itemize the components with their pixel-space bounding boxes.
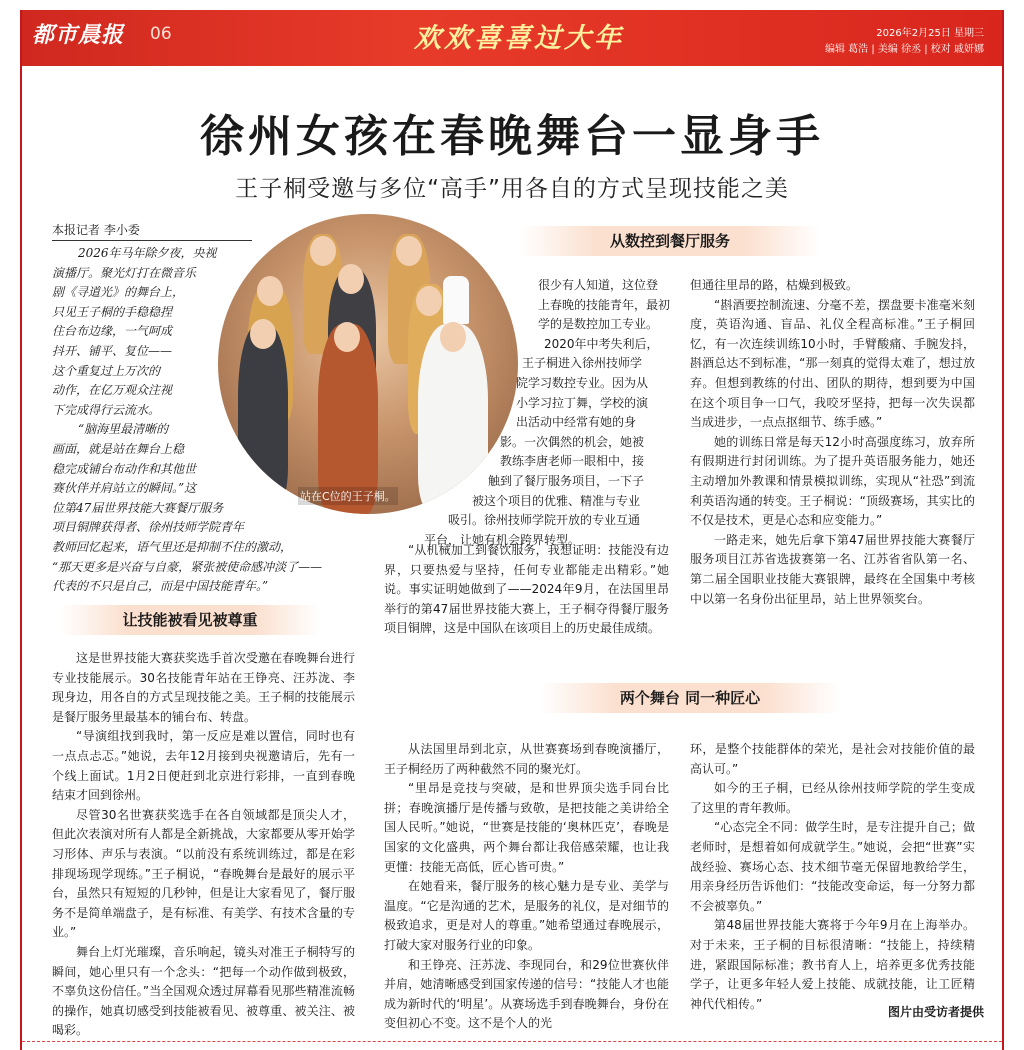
article-line: 影。一次偶然的机会，她被 bbox=[500, 434, 645, 449]
article-paragraph: 她的训练日常是每天12小时高强度练习，放弃所有假期进行封闭训练。为了提升英语服务能力，她还主动增加外教课和情景模拟训练，实现从“社恐”到流利英语沟通的转变。王子桐说：“顶级赛场，其实比的不仅是技术，更是心态和应变能力。” bbox=[690, 434, 975, 528]
subheadline: 王子桐受邀与多位“高手”用各自的方式呈现技能之美 bbox=[235, 176, 789, 202]
article-paragraph: “导演组找到我时，第一反应是难以置信，同时也有一点点忐忑。”她说，去年12月接到央视邀请后，先有一个线上面试。1月2日便赶到北京进行彩排，一直到春晚结束才回到徐州。 bbox=[52, 729, 355, 803]
lead-line: “脑海里最清晰的 bbox=[78, 422, 169, 437]
section-heading-skills-seen: 让技能被看见被尊重 bbox=[60, 605, 320, 635]
article-line: 院学习数控专业。因为从 bbox=[516, 376, 649, 390]
lead-line: 演播厅。聚光灯打在微音乐 bbox=[52, 265, 197, 280]
lead-line: 稳完成铺台布动作和其他世 bbox=[52, 461, 197, 476]
article-line: 出活动中经常有她的身 bbox=[516, 415, 637, 430]
lead-line: 位第47届世界技能大赛餐厅服务 bbox=[52, 500, 224, 515]
article-line: 很少有人知道，这位登 bbox=[538, 278, 659, 292]
newspaper-brand: 都市晨报 bbox=[32, 23, 125, 48]
article-line: 王子桐进入徐州技师学 bbox=[522, 356, 643, 371]
photo-caption: 站在C位的王子桐。 bbox=[298, 487, 398, 505]
issue-date: 2026年2月25日 星期三 bbox=[876, 28, 984, 39]
lead-line: 抖开、铺平、复位—— bbox=[52, 344, 173, 358]
article-paragraph: 一路走来，她先后拿下第47届世界技能大赛餐厅服务项目江苏省选拔赛第一名、江苏省省队第一名、第二届全国职业技能大赛银牌，最终在全国集中考核中以第一名身份出征里昂，站上世界领奖台。 bbox=[690, 532, 975, 606]
article-paragraph: 第48届世界技能大赛将于今年9月在上海举办。对于未来，王子桐的目标很清晰：“技能上，持续精进，紧跟国际标准；教书育人上，培养更多优秀技能学子，让更多年轻人爱上技能、成就技能，让工匠精神代代相传。” bbox=[690, 918, 975, 1011]
article-line: 小学习拉丁舞，学校的演 bbox=[516, 395, 649, 410]
staff-credits: 编辑 葛浩 | 美编 徐丞 | 校对 戚妍娜 bbox=[825, 44, 984, 55]
article-paragraph: “斟酒要控制流速、分毫不差，摆盘要卡准毫米刻度，英语沟通、盲品、礼仪全程高标准。”王子桐回忆，有一次连续训练10小时，手臂酸痛、手腕发抖，斟酒总达不到标准，“那一刻真的觉得太难了，想过放弃。但想到教练的付出、团队的期待，想到要为中国在这个项目争一口气，我咬牙坚持，把每一次失误都当成进步，一点点抠细节、练手感。” bbox=[690, 297, 975, 430]
article-paragraph: 尽管30名世赛获奖选手在各自领域都是顶尖人才，但此次表演对所有人都是全新挑战，大家都要从零开始学习形体、声乐与表演。“以前没有系统训练过，都是在彩排现场现学现练。”王子桐说，“春晚舞台是最好的展示平台，虽然只有短短的几秒钟，但是让大家看见了，餐厅服务不是简单端盘子，是有标准、有美学、有技术含量的专业。” bbox=[52, 807, 355, 940]
article-paragraph: 和王铮亮、汪苏泷、李现同台，和29位世赛伙伴并肩，她清晰感受到国家传递的信号：“技能人才也能成为新时代的‘明星’。从赛场选手到春晚舞台，身份在变但初心不变。这不是个人的光 bbox=[384, 957, 669, 1031]
lead-line: 这个重复过上万次的 bbox=[52, 363, 161, 378]
lead-line: 2026年马年除夕夜，央视 bbox=[78, 246, 217, 260]
article-line: 吸引。徐州技师学院开放的专业互通 bbox=[448, 513, 641, 528]
article-column-left bbox=[52, 649, 355, 1041]
article-paragraph: 在她看来，餐厅服务的核心魅力是专业、美学与温度。“它是沟通的艺术，是服务的礼仪，是对细节的极致追求，更是对人的尊重。”她希望通过春晚展示，打破大家对服务行业的印象。 bbox=[384, 879, 669, 952]
article-column-right-lower bbox=[690, 740, 975, 1014]
page-number: 06 bbox=[150, 24, 172, 44]
lead-line: 剧《寻道光》的舞台上， bbox=[52, 285, 185, 300]
article-line: 被这个项目的优雅、精准与专业 bbox=[472, 493, 641, 508]
lead-line: 画面，就是站在舞台上稳 bbox=[52, 442, 185, 456]
lead-line: 下完成得行云流水。 bbox=[52, 402, 161, 417]
article-line: 平台，让她有机会跨界转型。 bbox=[424, 532, 581, 547]
article-paragraph: 如今的王子桐，已经从徐州技师学院的学生变成了这里的青年教师。 bbox=[690, 781, 975, 815]
lead-line: 动作，在亿万观众注视 bbox=[52, 383, 173, 398]
article-paragraph: “从机械加工到餐饮服务，我想证明：技能没有边界，只要热爱与坚持，任何专业都能走出精彩。”她说。事实证明她做到了——2024年9月，在法国里昂举行的第47届世界技能大赛上，王子桐夺得餐厅服务项目铜牌，这是中国队在该项目上的历史最佳成绩。 bbox=[384, 543, 669, 636]
article-paragraph: “里昂是竞技与突破，是和世界顶尖选手同台比拼；春晚演播厅是传播与致敬，是把技能之美讲给全国人民听。”她说，“世赛是技能的‘奥林匹克’，春晚是国家的文化盛典，两个舞台都让我倍感荣耀，也让我更懂：技能无高低，匠心皆可贵。” bbox=[384, 781, 669, 874]
lead-line: “那天更多是兴奋与自豪，紧张被使命感冲淡了—— bbox=[52, 559, 323, 574]
photo-credit: 图片由受访者提供 bbox=[887, 1005, 984, 1019]
article-column-right bbox=[690, 276, 975, 609]
section-heading-two-stages: 两个舞台 同一种匠心 bbox=[540, 683, 840, 713]
article-line: 触到了餐厅服务项目，一下子 bbox=[488, 474, 645, 488]
headline: 徐州女孩在春晚舞台一显身手 bbox=[200, 111, 824, 162]
masthead-bar bbox=[22, 10, 1002, 66]
group-photo bbox=[218, 214, 518, 514]
article-line: 2020年中考失利后， bbox=[544, 336, 659, 351]
article-paragraph: 从法国里昂到北京，从世赛赛场到春晚演播厅，王子桐经历了两种截然不同的聚光灯。 bbox=[384, 742, 669, 776]
article-line: 上春晚的技能青年，最初 bbox=[538, 297, 671, 312]
article-column-middle bbox=[384, 541, 669, 639]
lead-line: 只见王子桐的手稳稳捏 bbox=[52, 304, 173, 319]
festival-slogan: 欢欢喜喜过大年 bbox=[414, 23, 624, 54]
article-paragraph: 但通往里昂的路，枯燥到极致。 bbox=[690, 278, 859, 292]
article-paragraph: 舞台上灯光璀璨，音乐响起，镜头对准王子桐特写的瞬间，她心里只有一个念头：“把每一个动作做到极致，不辜负这份信任。”当全国观众透过屏幕看见那些精准流畅的操作，她真切感受到技能被看见、被尊重、被关注、被喝彩。 bbox=[52, 944, 355, 1038]
article-line: 教练李唐老师一眼相中，接 bbox=[500, 454, 645, 469]
article-paragraph: 这是世界技能大赛获奖选手首次受邀在春晚舞台进行专业技能展示。30名技能青年站在王铮亮、汪苏泷、李现身边，用各自的方式呈现技能之美。王子桐的技能展示是餐厅服务里最基本的铺台布、转盘。 bbox=[52, 651, 355, 724]
lead-line: 教师回忆起来，语气里还是抑制不住的激动， bbox=[52, 540, 293, 554]
lead-line: 赛伙伴并肩站立的瞬间。”这 bbox=[52, 481, 197, 496]
article-line: 学的是数控加工专业。 bbox=[538, 317, 659, 332]
article-paragraph: “心态完全不同：做学生时，是专注提升自己；做老师时，是想着如何成就学生。”她说，会把“世赛”实战经验、赛场心态、技术细节毫无保留地教给学生，用亲身经历告诉他们：“技能改变命运，每一分努力都不会被辜负。” bbox=[690, 820, 975, 913]
section-heading-cnc-to-restaurant: 从数控到餐厅服务 bbox=[520, 226, 820, 256]
lead-line: 住台布边缘，一气呵成 bbox=[52, 324, 173, 339]
lead-line: 项目铜牌获得者、徐州技师学院青年 bbox=[52, 520, 245, 535]
article-column-middle-lower bbox=[384, 740, 669, 1034]
byline: 本报记者 李小委 bbox=[52, 221, 252, 241]
lead-line: 代表的不只是自己，而是中国技能青年。” bbox=[52, 579, 269, 594]
article-paragraph: 环，是整个技能群体的荣光，是社会对技能价值的最高认可。” bbox=[690, 742, 975, 776]
bottom-divider bbox=[22, 1041, 1002, 1042]
